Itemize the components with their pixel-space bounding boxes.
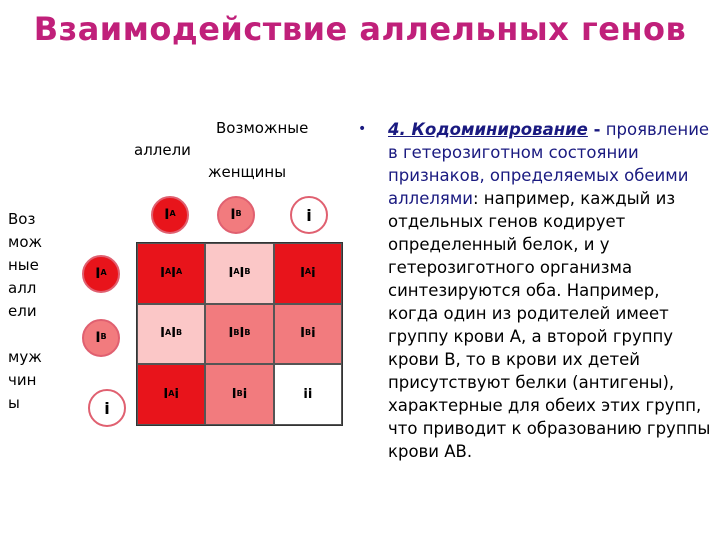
male-label-line: чин	[8, 371, 37, 389]
punnett-cell-r2c1: I $^A$ I $^B$	[137, 304, 205, 365]
example-paragraph: Например, когда один из родителей имеет группу крови А, а второй группу крови В, то в крови их детей присутствуют белки (антигены), характерные для обеих этих групп, что приводит к образованию группы крови АВ.	[388, 281, 711, 461]
description-paragraph	[366, 118, 712, 463]
punnett-cell-r1c2: I $^A$ I $^B$	[205, 243, 273, 304]
punnett-grid	[136, 242, 343, 426]
punnett-cell-r3c1: I $^A$ i	[137, 364, 205, 425]
bullet-icon: •	[358, 121, 367, 137]
slide-title: Взаимодействие аллельных генов	[33, 10, 687, 48]
male-label	[8, 208, 42, 415]
male-label-line: ели	[8, 302, 37, 320]
codominance-description	[358, 118, 712, 463]
punnett-cell-r2c2: I $^B$ I $^B$	[205, 304, 273, 365]
punnett-cell-r1c1: I $^A$ I $^A$	[137, 243, 205, 304]
male-label-line: муж	[8, 348, 42, 366]
female-allele-i	[290, 196, 328, 234]
allele-base: I	[164, 207, 170, 223]
male-label-line: ы	[8, 394, 20, 412]
allele-base: I	[230, 207, 236, 223]
punnett-cell-r2c3: I $^B$ i	[274, 304, 342, 365]
allele-base: i	[104, 398, 110, 418]
male-label-line: мож	[8, 233, 43, 251]
allele-base: I	[95, 266, 101, 282]
term-dash: -	[587, 120, 601, 139]
female-header-line2: аллели	[134, 141, 191, 159]
punnett-cell-r3c3: ii	[274, 364, 342, 425]
male-label-line: алл	[8, 279, 37, 297]
allele-base: i	[306, 205, 312, 225]
female-allele-IA: I $^A$	[151, 196, 189, 234]
male-label-line: Воз	[8, 210, 36, 228]
male-label-spacer	[8, 323, 42, 346]
allele-base: I	[95, 330, 101, 346]
female-header-line3: женщины	[208, 163, 287, 181]
term-definition: проявление в гетерозиготном состоянии признаков, определяемых обеими аллелями	[388, 120, 710, 208]
term-heading: 4. Кодоминирование	[388, 120, 588, 139]
punnett-cell-r1c3: I $^A$ i	[274, 243, 342, 304]
term-rest: : например, каждый из отдельных генов кодирует определенный белок, и у гетерозиготного организма синтезируются оба.	[388, 189, 676, 300]
male-allele-IA: I $^A$	[82, 255, 120, 293]
male-allele-i	[88, 389, 126, 427]
female-header-line1: Возможные	[216, 119, 309, 137]
male-allele-IB: I $^B$	[82, 319, 120, 357]
male-label-line: ные	[8, 256, 39, 274]
punnett-cell-r3c2: I $^B$ i	[205, 364, 273, 425]
female-allele-IB: I $^B$	[217, 196, 255, 234]
